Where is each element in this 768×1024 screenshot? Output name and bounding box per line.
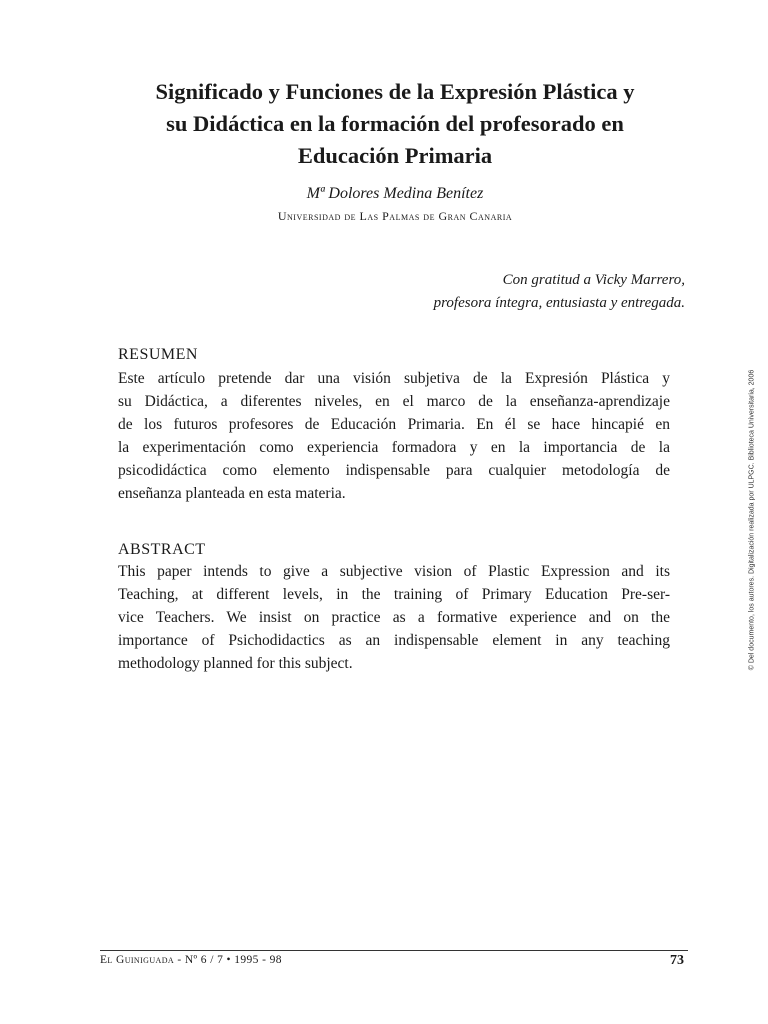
resumen-body xyxy=(118,367,670,505)
dedication-line: profesora íntegra, entusiasta y entregada. xyxy=(433,295,685,311)
footer-journal-info xyxy=(100,954,282,966)
abstract-line: vice Teachers. We insist on practice as a formative experience and on the xyxy=(118,609,670,626)
abstract-line: methodology planned for this subject. xyxy=(118,655,353,672)
journal-issue: - Nº 6 / 7 • 1995 - 98 xyxy=(174,954,282,966)
dedication xyxy=(360,269,685,315)
abstract-body xyxy=(118,560,670,675)
abstract-heading: ABSTRACT xyxy=(118,541,206,558)
title-line: Educación Primaria xyxy=(297,143,493,168)
author-affiliation: Universidad de Las Palmas de Gran Canaria xyxy=(277,209,513,223)
title-line: Significado y Funciones de la Expresión Plástica y xyxy=(155,79,635,104)
title-line: su Didáctica en la formación del profesorado en xyxy=(166,111,624,136)
resumen-line: enseñanza planteada en esta materia. xyxy=(118,485,346,502)
resumen-line: Este artículo pretende dar una visión subjetiva de la Expresión Plástica y xyxy=(118,370,670,387)
abstract-line: Teaching, at different levels, in the training of Primary Education Pre-ser- xyxy=(118,586,670,603)
resumen-line: su Didáctica, a diferentes niveles, en el marco de la enseñanza-aprendizaje xyxy=(118,393,670,410)
abstract-line: importance of Psichodidactics as an indispensable element in any teaching xyxy=(118,632,670,649)
abstract-line: This paper intends to give a subjective vision of Plastic Expression and its xyxy=(118,563,670,580)
digitization-notice: © Del documento, los autores. Digitalización realizada por ULPGC. Biblioteca Universitaria, 2006 xyxy=(748,369,756,671)
author-name: Mª Dolores Medina Benítez xyxy=(306,185,484,202)
page-number: 73 xyxy=(670,953,684,968)
resumen-line: la experimentación como experiencia formadora y en la importancia de la xyxy=(118,439,670,456)
article-title xyxy=(100,76,690,172)
resumen-heading: RESUMEN xyxy=(118,346,198,363)
footer-divider xyxy=(100,950,688,951)
resumen-line: de los futuros profesores de Educación Primaria. En él se hace hincapié en xyxy=(118,416,670,433)
dedication-line: Con gratitud a Vicky Marrero, xyxy=(502,272,685,288)
resumen-line: psicodidáctica como elemento indispensable para cualquier metodología de xyxy=(118,462,670,479)
journal-name: El Guiniguada xyxy=(100,954,175,966)
